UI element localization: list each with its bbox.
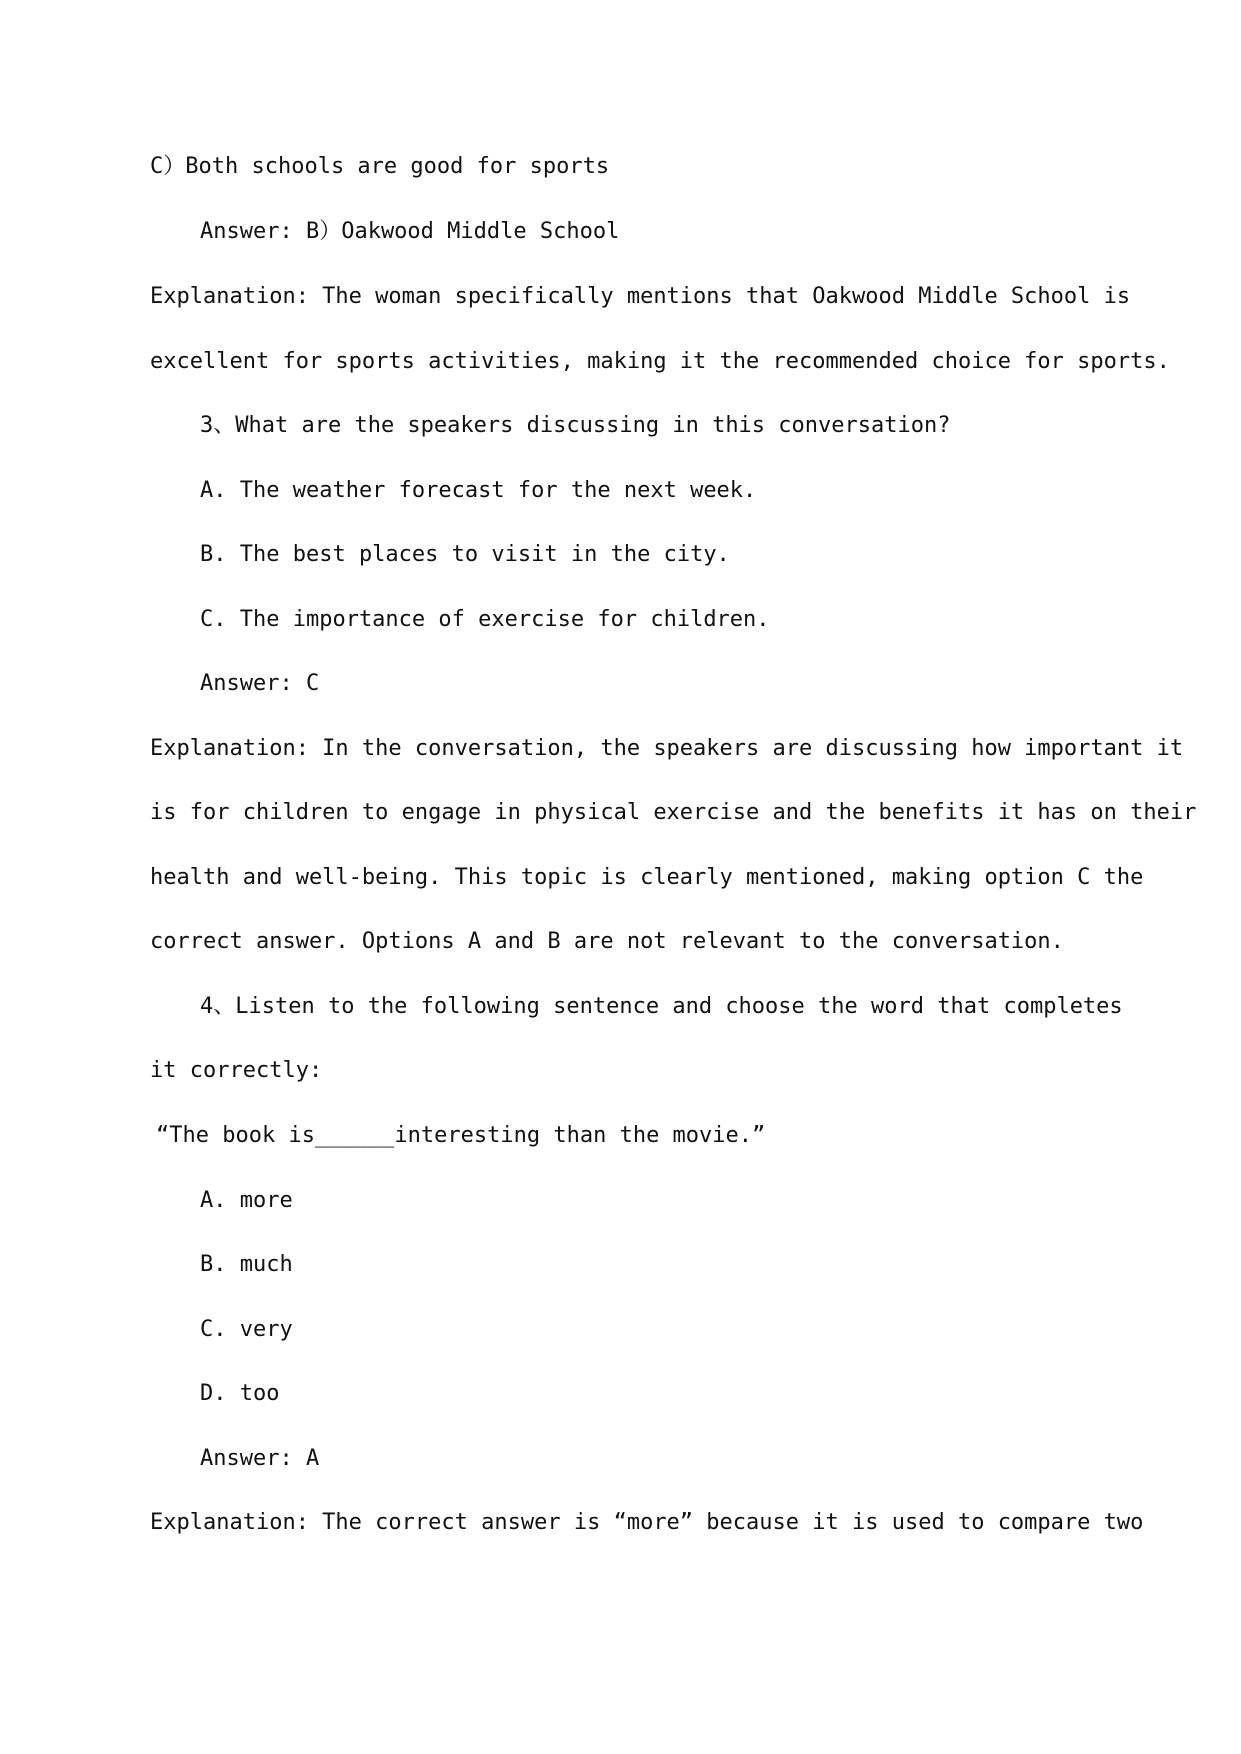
question-4-line: 4、Listen to the following sentence and choose the word that completes bbox=[200, 994, 1123, 1019]
explanation-line: Explanation: The woman specifically mentions that Oakwood Middle School is bbox=[150, 284, 1131, 309]
question-3-line: 3、What are the speakers discussing in this conversation? bbox=[200, 413, 951, 438]
answer-line: Answer: C bbox=[200, 671, 320, 696]
option-c-line: C）Both schools are good for sports bbox=[150, 154, 610, 179]
option-a-line: A. The weather forecast for the next week. bbox=[200, 478, 757, 503]
option-a-line: A. more bbox=[200, 1188, 293, 1213]
answer-line: Answer: B）Oakwood Middle School bbox=[200, 219, 620, 244]
option-b-line: B. much bbox=[200, 1252, 293, 1277]
explanation-line: is for children to engage in physical exercise and the benefits it has on their bbox=[150, 800, 1197, 825]
option-c-line: C. very bbox=[200, 1317, 293, 1342]
explanation-line: excellent for sports activities, making it the recommended choice for sports. bbox=[150, 349, 1170, 374]
question-4-line: it correctly: bbox=[150, 1058, 323, 1083]
option-b-line: B. The best places to visit in the city. bbox=[200, 542, 730, 567]
explanation-line: Explanation: The correct answer is “more” because it is used to compare two bbox=[150, 1510, 1144, 1535]
explanation-line: Explanation: In the conversation, the speakers are discussing how important it bbox=[150, 736, 1184, 761]
option-d-line: D. too bbox=[200, 1381, 280, 1406]
explanation-line: health and well-being. This topic is clearly mentioned, making option C the bbox=[150, 865, 1144, 890]
option-c-line: C. The importance of exercise for children. bbox=[200, 607, 770, 632]
explanation-line: correct answer. Options A and B are not relevant to the conversation. bbox=[150, 929, 1064, 954]
quoted-sentence: “The book is______interesting than the movie.” bbox=[156, 1123, 766, 1148]
answer-line: Answer: A bbox=[200, 1446, 320, 1471]
